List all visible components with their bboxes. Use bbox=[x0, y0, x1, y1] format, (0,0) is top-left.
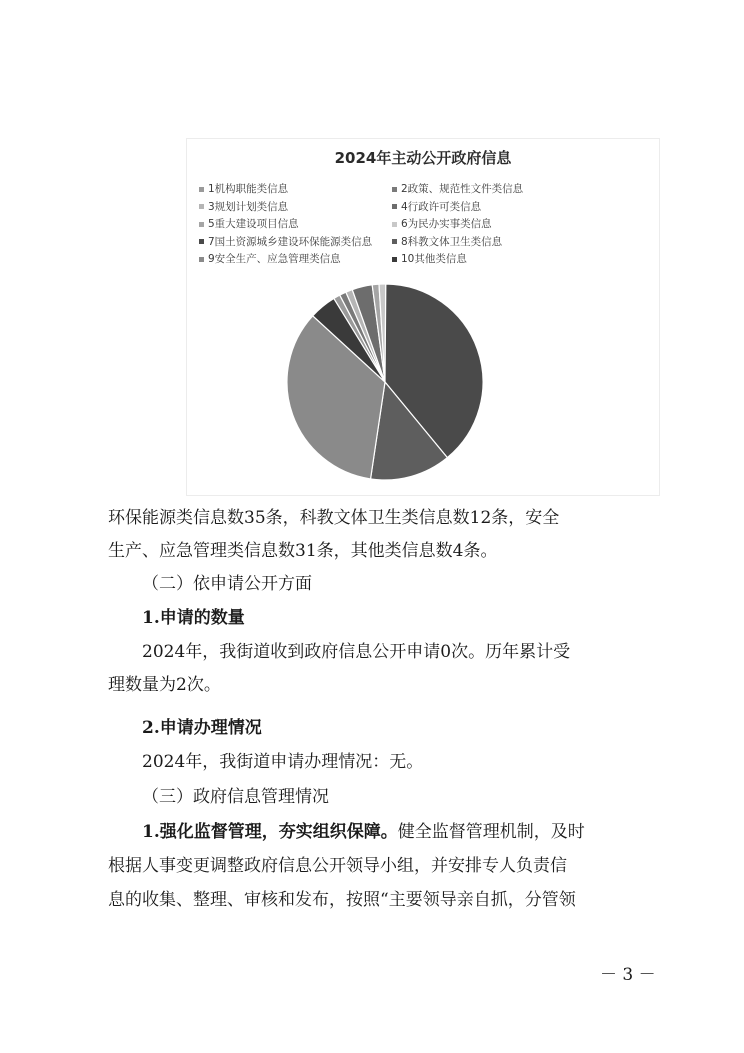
paragraph-line: 环保能源类信息数35条，科教文体卫生类信息数12条，安全 bbox=[108, 508, 560, 528]
legend-label: 9安全生产、应急管理类信息 bbox=[208, 253, 341, 265]
legend-label: 2政策、规范性文件类信息 bbox=[401, 183, 524, 195]
page-number: － 3 － bbox=[600, 965, 656, 985]
chart-title: 2024年主动公开政府信息 bbox=[334, 149, 512, 167]
legend-label: 10其他类信息 bbox=[401, 253, 467, 265]
legend-label: 3规划计划类信息 bbox=[208, 200, 289, 213]
legend-label: 1机构职能类信息 bbox=[208, 183, 289, 195]
paragraph-line: 2024年，我街道收到政府信息公开申请0次。历年累计受 bbox=[142, 642, 571, 662]
legend-label: 5重大建设项目信息 bbox=[208, 218, 299, 230]
paragraph-lead-bold: 1.强化监督管理，夯实组织保障。 bbox=[142, 822, 398, 842]
legend-label: 8科教文体卫生类信息 bbox=[401, 235, 503, 248]
subsection-heading: 2.申请办理情况 bbox=[142, 718, 262, 738]
paragraph-line: 生产、应急管理类信息数31条，其他类信息数4条。 bbox=[108, 541, 498, 561]
legend-label: 6为民办实事类信息 bbox=[401, 218, 492, 230]
paragraph-lead-rest: 健全监督管理机制，及时 bbox=[397, 822, 585, 842]
pie-plot bbox=[187, 139, 659, 495]
paragraph-line bbox=[142, 817, 702, 847]
paragraph-line: 2024年，我街道申请办理情况：无。 bbox=[142, 752, 424, 772]
paragraph-line: 根据人事变更调整政府信息公开领导小组，并安排专人负责信 bbox=[108, 856, 567, 876]
paragraph-line: 息的收集、整理、审核和发布，按照“主要领导亲自抓，分管领 bbox=[108, 890, 576, 910]
paragraph-line: 理数量为2次。 bbox=[108, 675, 221, 695]
section-heading: （二）依申请公开方面 bbox=[142, 574, 312, 594]
pie-chart bbox=[186, 138, 660, 496]
subsection-heading: 1.申请的数量 bbox=[142, 608, 245, 628]
legend-label: 7国土资源城乡建设环保能源类信息 bbox=[208, 235, 373, 248]
legend-label: 4行政许可类信息 bbox=[401, 200, 482, 213]
section-heading: （三）政府信息管理情况 bbox=[142, 787, 329, 807]
